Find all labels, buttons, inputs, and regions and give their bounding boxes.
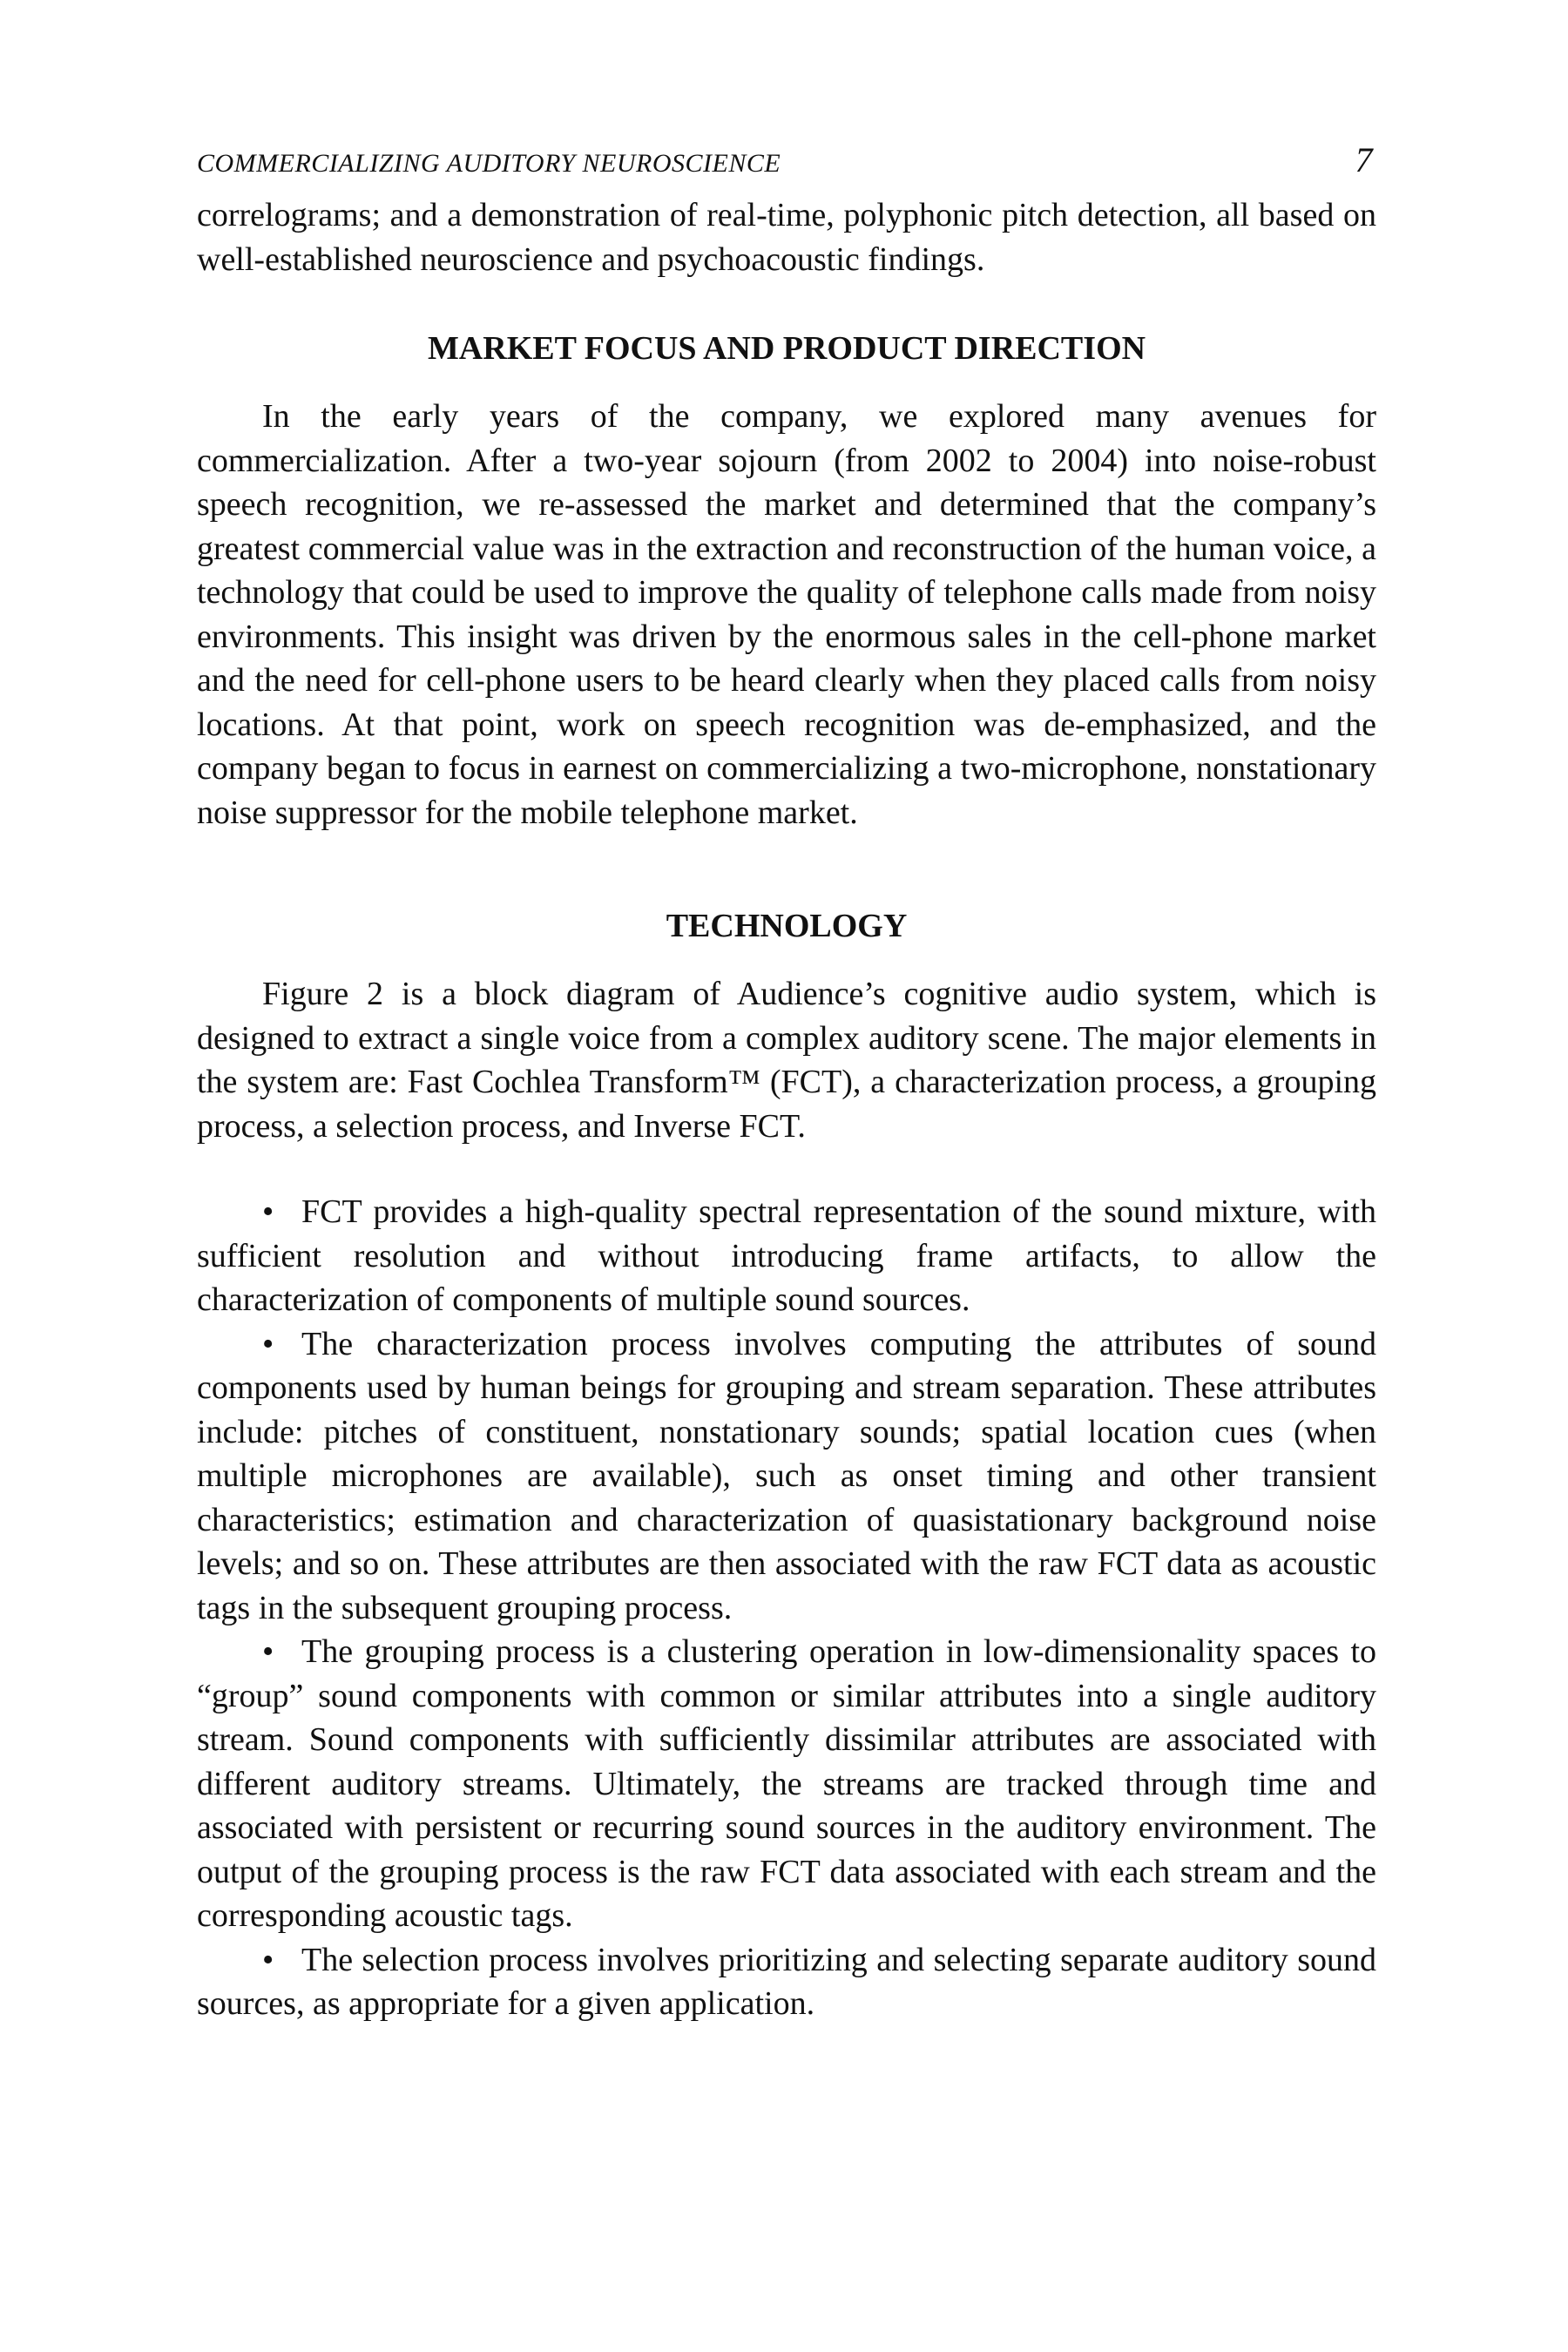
bullet-item-fct (197, 1190, 1376, 1322)
running-head-title: COMMERCIALIZING AUDITORY NEUROSCIENCE (197, 149, 781, 178)
page-number: 7 (1355, 140, 1373, 179)
bullet-text: The grouping process is a clustering operation in low-dimensionality spaces to “group” sound components with common or similar attributes into a single auditory stream. Sound components with sufficiently dissimilar attributes are associated with different auditory streams. Ultimately, the streams are tracked through time and associated with persistent or recurring sound sources in the auditory environment. The output of the grouping process is the raw FCT data associated with each stream and the corresponding acoustic tags. (197, 1633, 1376, 1934)
bullet-item-selection (197, 1938, 1376, 2026)
bullet-icon: • (262, 1941, 274, 1978)
bullet-icon: • (262, 1193, 274, 1230)
bullet-item-grouping (197, 1630, 1376, 1938)
book-page (197, 139, 1376, 2026)
market-section-heading: MARKET FOCUS AND PRODUCT DIRECTION (427, 330, 1146, 367)
bullet-text: The characterization process involves computing the attributes of sound components used by human beings for grouping and stream separation. These attributes include: pitches of constituent, nonstationary sounds; spatial location cues (when multiple microphones are available), such as onset timing and other transient characteristics; estimation and characterization of quasistationary background noise levels; and so on. These attributes are then associated with the raw FCT data as acoustic tags in the subsequent grouping process. (197, 1325, 1376, 1626)
bullet-text: FCT provides a high-quality spectral representation of the sound mixture, with sufficient resolution and without introducing frame artifacts, to allow the characterization of components of multiple sound sources. (197, 1193, 1376, 1318)
technology-bullet-list (197, 1190, 1376, 2026)
bullet-text: The selection process involves prioritizing and selecting separate auditory sound sources, as appropriate for a given application. (197, 1941, 1376, 2022)
technology-paragraph: Figure 2 is a block diagram of Audience’s cognitive audio system, which is designed to extract a single voice from a complex auditory scene. The major elements in the system are: Fast Cochlea Transform™ (FCT), a characterization process, a grouping process, a selection process, and Inverse FCT. (197, 976, 1376, 1145)
bullet-item-characterization (197, 1322, 1376, 1631)
technology-section-heading: TECHNOLOGY (666, 908, 908, 944)
market-paragraph: In the early years of the company, we explored many avenues for commercialization. After a two-year sojourn (from 2002 to 2004) into noise-robust speech recognition, we re-assessed the market and determined that the company’s greatest commercial value was in the extraction and reconstruction of the human voice, a technology that could be used to improve the quality of telephone calls made from noisy environments. This insight was driven by the enormous sales in the cell-phone market and the need for cell-phone users to be heard clearly when they placed calls from noisy locations. At that point, work on speech recognition was de-emphasized, and the company began to focus in earnest on commercializing a two-microphone, nonstationary noise suppressor for the mobile telephone market. (197, 398, 1376, 831)
running-head (197, 139, 1376, 181)
bullet-icon: • (262, 1325, 274, 1362)
bullet-icon: • (262, 1633, 274, 1670)
continuation-paragraph: correlograms; and a demonstration of real-time, polyphonic pitch detection, all based on well-established neuroscience and psychoacoustic findings. (197, 197, 1376, 278)
